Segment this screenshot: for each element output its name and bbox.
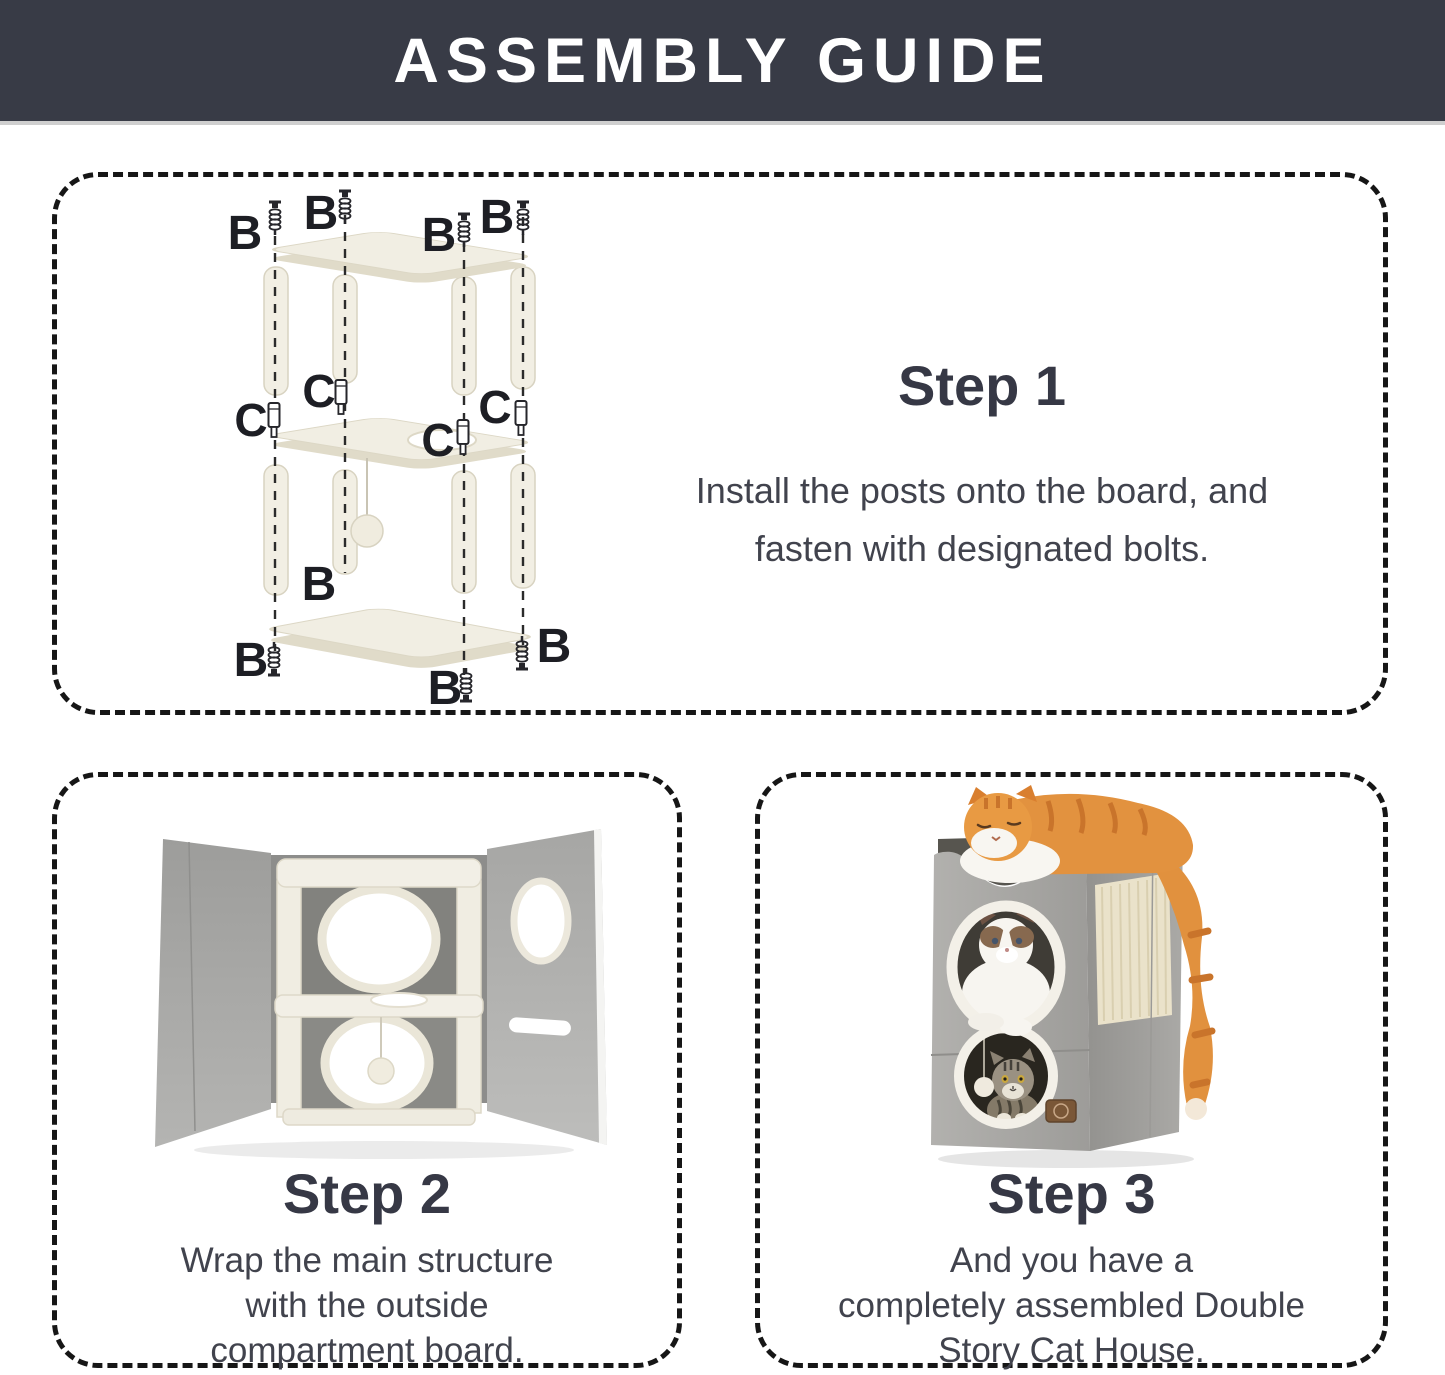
bolt-icon [339,191,351,224]
bolt-label: B [536,620,572,673]
ragdoll-body-overhang [968,1013,1004,1031]
page-title: ASSEMBLY GUIDE [393,25,1052,96]
bolt-icon [269,202,281,235]
bolt-label: B [233,634,269,687]
connector-label: C [302,365,336,417]
upper-oval-cutout [322,889,436,989]
bolt-label: B [421,209,457,262]
step1-heading: Step 1 [897,354,1067,417]
bolt-label: B [227,207,263,260]
ragdoll-paw [1000,1018,1032,1036]
step3-panel [755,772,1388,1368]
bolt-icon [517,202,529,235]
step2-wrap-illustration [149,819,609,1164]
step2-heading: Step 2 [282,1162,452,1225]
right-wrap-panel [487,829,607,1145]
bolt-label: B [427,662,463,708]
header-banner [0,0,1445,125]
step1-exploded-diagram [175,183,595,708]
bolt-label: B [479,191,515,244]
connector-label: C [234,394,268,446]
step1-text-block [627,355,1337,578]
step3-heading: Step 3 [987,1162,1156,1225]
bolt-icon [458,214,470,247]
bolt-icon [268,642,280,675]
bottom-board [263,608,537,670]
step2-text-block [57,1163,677,1373]
connector-label: C [478,381,512,433]
scratch-pad [1095,873,1172,1025]
step2-description: Wrap the main structure with the outside compartment board. [180,1240,554,1370]
step1-description: Install the posts onto the board, and fasten with designated bolts. [695,469,1269,569]
connector-icon [269,403,280,437]
connector-icon [516,401,527,435]
left-wrap-panel [155,839,271,1147]
connector-label: C [421,414,455,466]
pom-ball [974,1077,994,1097]
step3-description: And you have a completely assembled Double Story Cat House. [838,1240,1305,1370]
step3-text-block [760,1163,1383,1373]
porthole-cutout [514,881,568,961]
step1-panel [52,172,1388,715]
step3-finished-house [898,785,1238,1175]
brand-logo-patch [1046,1100,1076,1122]
bolt-label: B [301,558,337,611]
step2-panel [52,772,682,1368]
floor-shadow [194,1141,574,1159]
bolt-label: B [303,187,339,240]
